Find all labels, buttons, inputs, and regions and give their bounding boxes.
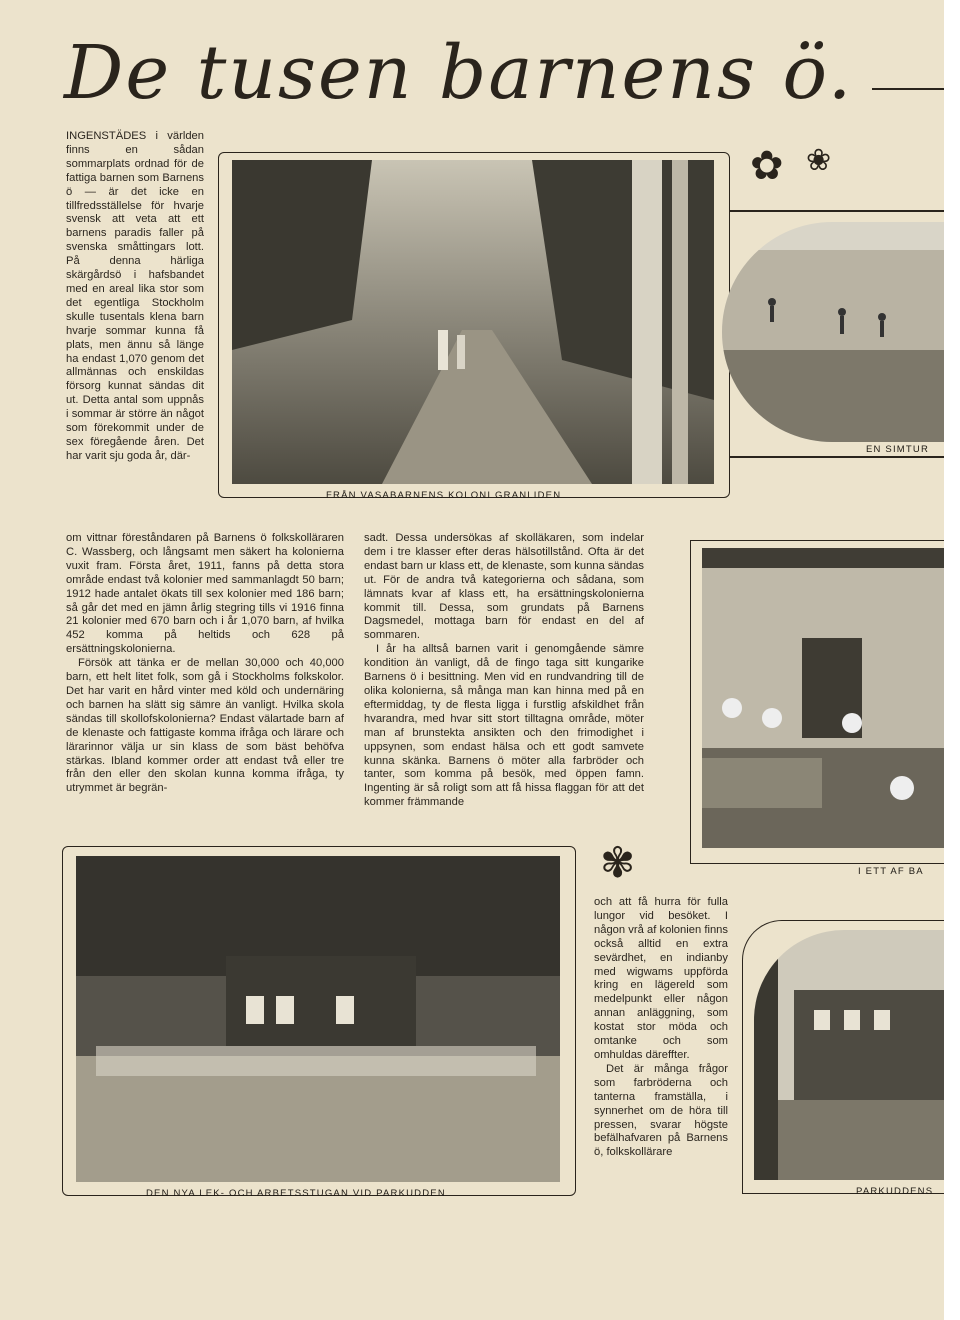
column-2-paragraph-2: I år ha alltså barnen varit i genomgående sämre kondition än vanligt, då de fingo taga sitt kungarike Barnens ö i besittning. Men vid en rundvandring till de olika kolonierna, så många man kan hinna med på en eftermiddag, ty de flesta ligga i furstlig afskildhet från hvarandra, med hvar sitt stort tilltagna område, möter man af brunstekta ansikten och den frimodighet i uppsynen, som endast hälsa och ett godt samvete kunna skänka. Barnens ö möter alla farbröder och tanter, som komma på besök, med öppen famn. Ingenting är så roligt som att få hissa flaggan för att det kommer främmande [364, 643, 644, 809]
column-2-paragraph-1: sadt. Dessa undersökas af skolläkaren, som indelar dem i tre klasser efter deras hälsotillstånd. Ofta är det endast barn ur klass ett, de klenaste, som kunna sändas ut. För de andra två kategorierna och sådana, som lämnats kvar af klass ett, ha ersättningskolonierna kommit till. Dessa, som grundats på Barnens Dagsmedel, mottaga barn för endast en del af sommaren. [364, 532, 644, 642]
column-2 [364, 532, 644, 810]
house-photo [76, 856, 560, 1182]
intro-paragraph: INGENSTÄDES i världen finns en sådan sommarplats ordnad för de fattiga barnen som Barnens ö — är det icke en tillfredsställelse för hvarje svensk att veta att ett barnens paradis faller på svenska småttingars lott. På denna härliga skärgårdsö i hafsbandet med en areal lika stor som det egentliga Stockholm skulle tusentals klena barn hvarje sommar kunna få plats, men ännu så länge ha endast 1,070 genom det allmännas och enskildas försorg kunnat sändas dit ut. Detta antal som uppnås i sommar är större än något som förekommit under de sex föregående åren. Det har varit sju goda år, där- [66, 130, 204, 462]
title-rule [872, 88, 944, 90]
flower-ornament-icon: ❀ [806, 143, 832, 178]
beach-frame-bottom [730, 456, 944, 458]
article-title: De tusen barnens ö. [64, 30, 854, 116]
house-photo-caption: DEN NYA LEK- OCH ARBETSSTUGAN VID PARKUDDEN [146, 1188, 446, 1199]
beach-frame-top [730, 210, 944, 212]
beach-photo [722, 222, 944, 442]
column-1-paragraph-2: Försök att tänka er de mellan 30,000 och 40,000 barn, ett helt litet folk, som gå i Stockholms folkskolor. Det har varit en hård vinter med köld och undernäring och barnen ha slätt sig sämre än vanligt. Hvilka skola sändas till skollofskolonierna? Endast välartade barn af de klenaste och fattigaste komma ifråga och lärare och lärarinnor välja ur sin klass de som bäst behöfva stärkas. Ibland kommer order att endast två eller tre från den eller den skolan kunna komma ifråga, ty utrymmet är begrän- [66, 657, 344, 795]
column-1 [66, 532, 344, 796]
villa-photo-caption: PARKUDDENS [856, 1186, 934, 1197]
beach-photo-caption: EN SIMTUR [866, 444, 930, 455]
column-3-paragraph-1: och att få hurra för fulla lungor vid besöket. I någon vrå af kolonien finns också alltid en extra sevärdhet, en indianby med wigwams uppförda kring en lägereld som medelpunkt eller någon annan anläggning, som kostat stor möda och omtanke och som omhuldas däreffter. [594, 896, 728, 1061]
column-3 [594, 896, 728, 1160]
room-photo-caption: I ETT AF BA [858, 866, 924, 877]
villa-photo [754, 930, 944, 1180]
flower-ornament-icon: ✿ [750, 143, 784, 189]
intro-column [66, 130, 204, 464]
path-photo [232, 160, 714, 484]
path-photo-caption: FRÅN VASABARNENS KOLONI GRANLIDEN [326, 490, 562, 501]
column-1-paragraph-1: om vittnar föreståndaren på Barnens ö folkskolläraren C. Wassberg, och långsamt men säkert ha kolonierna vuxit fram. Första året, 1911, fanns på detta stora område endast två kolonier med sammanlagdt 50 barn; 1912 hade antalet ökats till sex kolonier med 186 barn; så går det med en jämn årlig stegring tills vi 1916 finna 21 kolonier med 670 barn och i år 1,070 barn, af hvilka 452 komma på heltids och 628 på ersättningskolonierna. [66, 532, 344, 656]
column-3-paragraph-2: Det är många frågor som farbröderna och tanterna framställa, i synnerhet om de höra till pressen, svarar högste befälhafvaren på Barnens ö, folkskollärare [594, 1062, 728, 1159]
flower-ornament-icon: ✾ [600, 838, 636, 887]
page-margin [944, 0, 960, 1320]
room-photo [702, 548, 944, 848]
